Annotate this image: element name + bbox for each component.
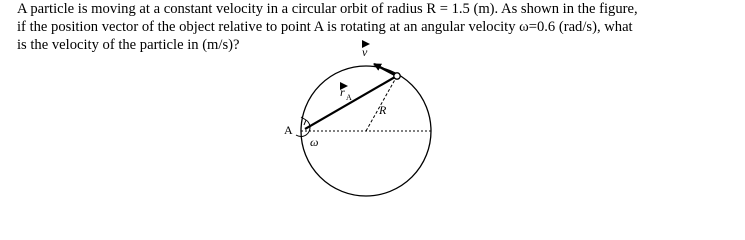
label-omega: ω [310,135,319,149]
velocity-vector-v [374,64,397,76]
label-v-text: v [362,45,368,59]
label-ra [340,85,352,102]
label-ra-subscript: A [346,93,352,102]
label-ra-text: r [340,85,345,99]
label-v [362,44,369,59]
particle [394,73,400,79]
problem-line-2: if the position vector of the object relative to point A is rotating at an angular velocity ω=0.6 (rad/s), what [17,19,633,35]
label-r: R [379,103,387,117]
label-a: A [284,123,293,137]
problem-line-1: A particle is moving at a constant velocity in a circular orbit of radius R = 1.5 (m). As shown in the figure, [17,1,638,17]
problem-line-3: is the velocity of the particle in (m/s)? [17,37,240,53]
